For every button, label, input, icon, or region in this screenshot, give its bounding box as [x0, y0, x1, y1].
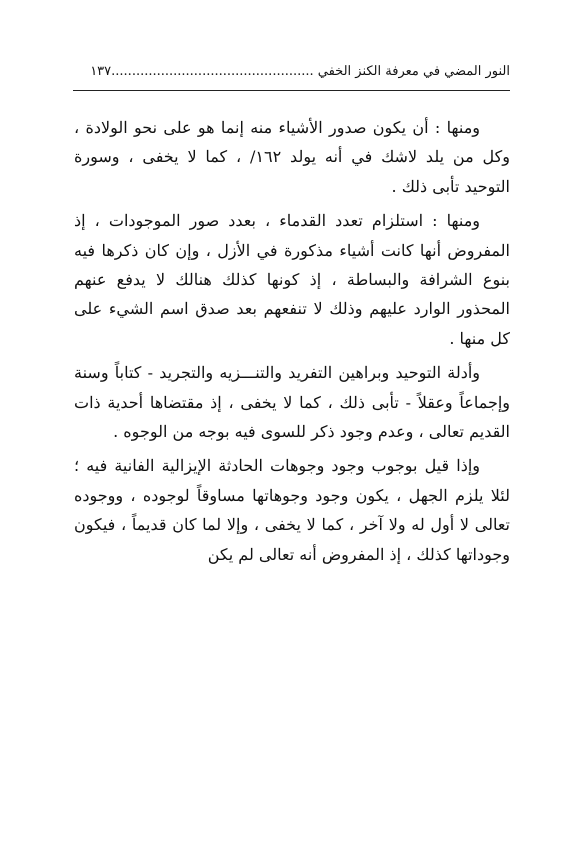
running-header: النور المضي في معرفة الكنز الخفي .................................................١٣٧	[90, 64, 510, 79]
paragraph: ومنها : أن يكون صدور الأشياء منه إنما هو على نحو الولادة ، وكل من يلد لاشك في أنه يولد ١٦٢/ ، كما لا يخفى ، وسورة التوحيد تأبى ذلك .	[74, 118, 510, 196]
paragraph: وأدلة التوحيد وبراهين التفريد والتنـــزيه والتجريد - كتاباً وسنة وإجماعاً وعقلاً - تأبى ذلك ، كما لا يخفى ، إذ مقتضاها أحدية ذات القديم تعالى ، وعدم وجود ذكر للسوى فيه بوجه من الوجوه .	[74, 363, 510, 442]
body-text	[74, 113, 510, 569]
paragraph: ومنها : استلزام تعدد القدماء ، بعدد صور الموجودات ، إذ المفروض أنها كانت أشياء مذكورة في الأزل ، وإن كان ذكرها فيه بنوع الشرافة والبساطة ، إذ كونها كذلك هنالك لا يدفع عنهم المحذور الوارد عليهم وذلك لا تنفعهم بعد صدق اسم الشيء على كل منها .	[74, 211, 510, 348]
header-divider	[73, 90, 510, 91]
paragraph: وإذا قيل بوجوب وجود وجوهات الحادثة الإيزالية الفانية فيه ؛ لئلا يلزم الجهل ، يكون وجود وجوهاتها مساوقاً لوجوده ، ووجوده تعالى لا أول له ولا آخر ، كما لا يخفى ، وإلا لما كان قديماً ، فيكون وجوداتها كذلك ، إذ المفروض أنه تعالى لم يكن	[74, 456, 510, 564]
